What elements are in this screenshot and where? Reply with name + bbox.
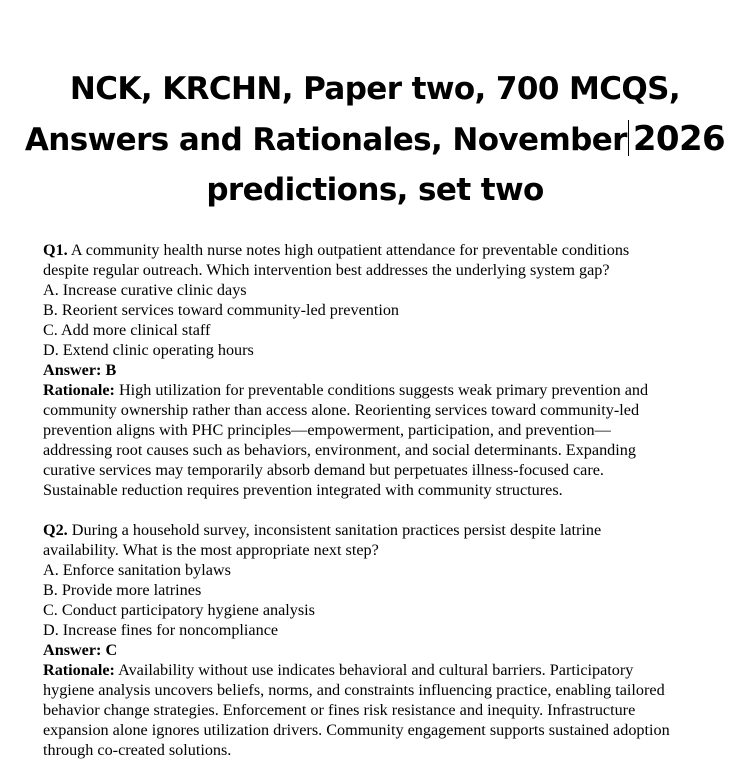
title-line-3: predictions, set two [206,172,544,208]
question-stem-line [43,520,733,540]
title-year: 2026 [632,119,726,159]
document-title [0,64,750,215]
question-stem-line: availability. What is the most appropriate next step? [43,541,379,559]
option-d: D. Increase fines for noncompliance [43,621,279,639]
option-b: B. Provide more latrines [43,581,202,599]
option-b: B. Reorient services toward community-led prevention [43,301,400,319]
option-c: C. Add more clinical staff [43,321,211,339]
document-body [43,240,733,760]
rationale-line: Sustainable reduction requires prevention integrated with community structures. [43,481,563,499]
title-line-1: NCK, KRCHN, Paper two, 700 MCQS, [69,71,681,107]
rationale-line: through co-created solutions. [43,741,232,759]
option-a: A. Enforce sanitation bylaws [43,561,231,579]
title-line-2-text: Answers and Rationales, November [24,122,627,158]
rationale-label: Rationale: [43,381,115,399]
question-2 [43,520,733,760]
rationale-line: prevention aligns with PHC principles—empowerment, participation, and prevention— [43,421,611,439]
rationale-line [43,660,733,680]
rationale-line: expansion alone ignores utilization drivers. Community engagement supports sustained adoption [43,721,670,739]
rationale-line: behavior change strategies. Enforcement or fines risk resistance and inequity. Infrastructure [43,701,636,719]
rationale-line: curative services may temporarily absorb demand but perpetuates illness-focused care. [43,461,604,479]
rationale-line [43,380,733,400]
text-cursor [628,120,629,156]
question-label: Q2. [43,521,68,539]
rationale-line: hygiene analysis uncovers beliefs, norms, and constraints influencing practice, enabling tailored [43,681,665,699]
question-stem-line: despite regular outreach. Which intervention best addresses the underlying system gap? [43,261,610,279]
rationale-line: community ownership rather than access alone. Reorienting services toward community-led [43,401,640,419]
answer: Answer: C [43,641,118,659]
rationale-text: High utilization for preventable conditions suggests weak primary prevention and [118,381,649,399]
answer: Answer: B [43,361,117,379]
title-line-2 [0,114,750,165]
rationale-line: addressing root causes such as behaviors, environment, and social determinants. Expanding [43,441,636,459]
question-1 [43,240,733,500]
question-stem-line [43,240,733,260]
rationale-label: Rationale: [43,661,115,679]
option-c: C. Conduct participatory hygiene analysis [43,601,315,619]
option-a: A. Increase curative clinic days [43,281,247,299]
option-d: D. Extend clinic operating hours [43,341,254,359]
question-stem-text: During a household survey, inconsistent sanitation practices persist despite latrine [71,521,602,539]
question-label: Q1. [43,241,68,259]
rationale-text: Availability without use indicates behavioral and cultural barriers. Participatory [118,661,634,679]
question-stem-text: A community health nurse notes high outpatient attendance for preventable conditions [70,241,630,259]
